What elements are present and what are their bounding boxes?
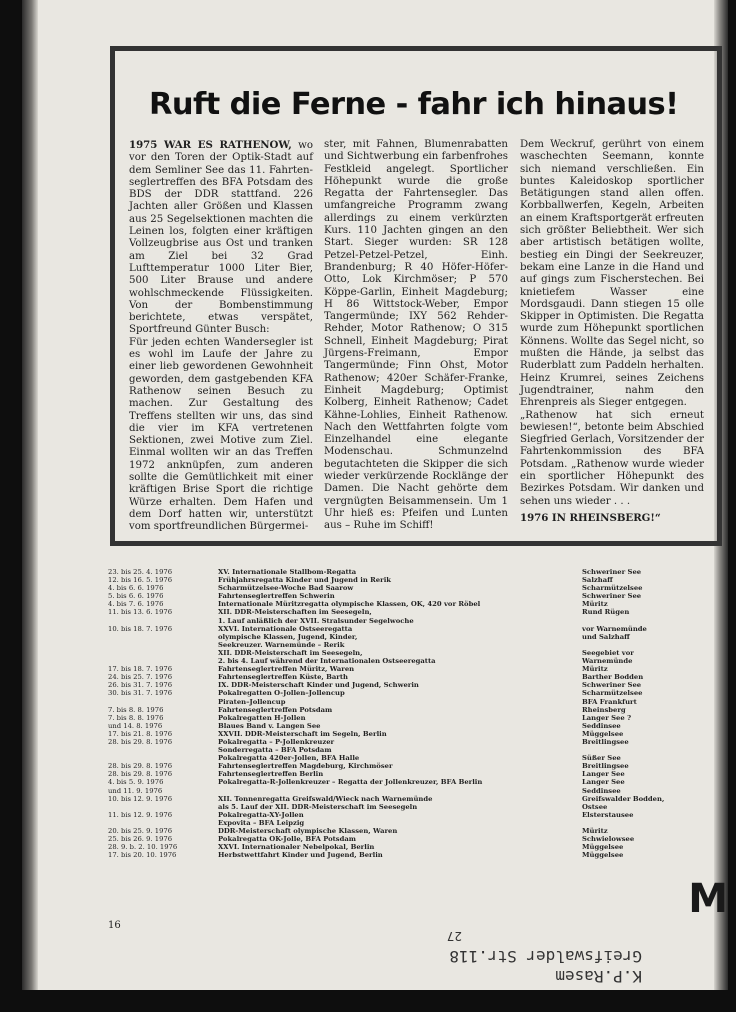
schedule-place: Salzhaff [582,576,613,585]
schedule-event: Pokalregatten O-Jollen–Jollencup Piraten–Jollencup [218,689,345,706]
schedule-row [108,827,728,835]
page-edge-left [22,0,38,990]
schedule-row [108,714,728,722]
schedule-event: Internationale Müritzregatta olympische Klassen, OK, 420 vor Röbel [218,600,481,609]
schedule-place: Müritz [582,827,608,835]
schedule-place: Scharmützelsee BFA Frankfurt [582,689,643,706]
schedule-event: Fahrtenseglertreffen Schwerin [218,592,335,601]
owner-stamp [322,930,642,986]
schedule-place: Schwielowsee [582,835,635,844]
schedule-date: 12. bis 16. 5. 1976 [108,576,173,585]
schedule-date: und 14. 8. 1976 [108,721,163,730]
article-title: Ruft die Ferne - fahr ich hinaus! [149,87,679,122]
schedule-place: Müritz [582,665,608,674]
stamp-number: 27 [446,929,462,943]
magazine-page [22,0,728,990]
schedule-event: XXVII. DDR-Meisterschaft im Segeln, Berlin [218,729,387,738]
schedule-place: Rund Rügen [582,608,630,617]
schedule-date: 11. bis 13. 6. 1976 [108,608,173,617]
schedule-place: Langer See [582,770,625,779]
schedule-date: 30. bis 31. 7. 1976 [108,689,173,698]
article-column-2-text: ster, mit Fahnen, Blumenrabatten und Sichtwerbung ein farbenfrohes Festkleid angelegt. Sportlicher Höhepunkt wurde die große Regatta der Fahrtensegler. Das umfangreiche Programm zwang allerdings zu einem verkürzten Kurs. 110 Jachten gingen an den Start. Sieger wurden: SR 128 Petzel-Petzel-Petzel, Einh. Brandenburg; R 40 Höfer-Höfer-Otto, Lok Kirchmöser; P 570 Köppe-Garlin, Einheit Magdeburg; H 86 Wittstock-Weber, Empor Tangermünde; IXY 562 Rehder-Rehder, Motor Rathenow; O 315 Schnell, Einheit Magdeburg; Pirat Jürgens-Freimann, Empor Tangermünde; Finn Ohst, Motor Rathenow; 420er Schäfer-Franke, Einheit Magdeburg; Optimist Kolberg, Einheit Rathenow; Cadet Kähne-Lohlies, Einheit Rathenow. Nach den Wettfahrten folgte vom Einzelhandel eine elegante Modenschau. Schmunzelnd begutachteten die Skipper die sich wieder verkürzende Rocklänge der Damen. Die Nacht gehörte dem vergnügten Beisammensein. Um 1 Uhr hieß es: Pfeifen und Lunten aus – Ruhe im Schiff! [324,139,509,532]
schedule-event: XII. DDR-Meisterschaften im Seesegeln, 1. Lauf anläßlich der XVII. Stralsunder Segelwoche [218,608,414,625]
schedule-place: Schweriner See [582,592,642,601]
schedule-date: 17. bis 20. 10. 1976 [108,851,177,860]
schedule-place: Langer See ? [582,713,632,722]
schedule-date: 26. bis 31. 7. 1976 [108,681,173,690]
stamp-address: Greifswalder Str.118 [449,947,642,966]
schedule-event: Pokalregatta – P-Jollenkreuzer Sonderregatta – BFA Potsdam [218,737,335,755]
schedule-date: 7. bis 8. 8. 1976 [108,705,164,714]
schedule-date: 4. bis 5. 9. 1976 und 11. 9. 1976 [108,778,164,795]
schedule-event: XII. DDR-Meisterschaft im Seesegeln, 2. bis 4. Lauf während der Internationalen Ostseeregatta [218,648,436,666]
schedule-date: 23. bis 25. 4. 1976 [108,568,173,576]
schedule-event: Fahrtenseglertreffen Potsdam [218,705,333,714]
schedule-event: Frühjahrsregatta Kinder und Jugend in Rerik [218,576,391,585]
article-lead: 1975 WAR ES RATHENOW, [129,139,292,151]
schedule-event: Pokalregatta OK-Jolle, BFA Potsdam [218,835,356,844]
schedule-row [108,778,728,794]
schedule-row [108,730,728,738]
schedule-date: 4. bis 7. 6. 1976 [108,600,164,609]
schedule-row [108,608,728,624]
schedule-event: Pokalregatta-XY-Jollen Expovita – BFA Leipzig [218,810,305,827]
schedule-place: Breitlingsee [582,737,629,746]
schedule-row [108,689,728,705]
schedule-row [108,811,728,827]
schedule-row [108,576,728,584]
schedule-date: 28. bis 29. 8. 1976 [108,770,173,779]
schedule-date: 20. bis 25. 9. 1976 [108,827,173,835]
schedule-row [108,754,728,762]
schedule-date: 24. bis 25. 7. 1976 [108,673,173,682]
schedule-row [108,795,728,811]
article-column-3 [520,139,704,524]
schedule-date: 10. bis 18. 7. 1976 [108,624,173,633]
schedule-event: DDR-Meisterschaft olympische Klassen, Waren [218,827,398,835]
article-closing: 1976 IN RHEINSBERG!“ [520,511,661,524]
article-column-2 [324,139,508,533]
schedule-place: Langer See Seddinsee [582,778,625,795]
schedule-place: Müritz [582,600,608,609]
adjacent-page-letter: M [688,876,728,922]
schedule-place: Elsterstausee [582,810,634,819]
schedule-date: 11. bis 12. 9. 1976 [108,810,173,819]
schedule-event: Pokalregatta 420er-Jollen, BFA Halle [218,754,360,763]
schedule-row [108,722,728,730]
schedule-row [108,673,728,681]
schedule-place: Süßer See [582,754,621,763]
schedule-event: Blaues Band v. Langen See [218,721,321,730]
schedule-place: Schweriner See [582,568,642,576]
page-number: 16 [108,920,121,931]
schedule-date: 28. bis 29. 8. 1976 [108,737,173,746]
schedule-row [108,625,728,649]
stamp-name: K.P.Rasem [555,967,642,986]
schedule-event: Fahrtenseglertreffen Berlin [218,770,324,779]
schedule-event: Fahrtenseglertreffen Magdeburg, Kirchmöser [218,762,393,771]
article-column-1 [129,139,313,534]
schedule-event: XV. Internationale Stallbom-Regatta [218,568,357,576]
schedule-event: IX. DDR-Meisterschaft Kinder und Jugend, Schwerin [218,681,419,690]
schedule-row [108,584,728,592]
schedule-place: Rheinsberg [582,705,626,714]
schedule-row [108,706,728,714]
schedule-row [108,568,728,576]
schedule-place: Scharmützelsee [582,584,643,593]
schedule-event: Pokalregatta-R-Jollenkreuzer – Regatta der Jollenkreuzer, BFA Berlin [218,778,483,787]
schedule-place: Barther Bodden [582,673,644,682]
schedule-date: 7. bis 8. 8. 1976 [108,713,164,722]
schedule-date: 10. bis 12. 9. 1976 [108,794,173,803]
schedule-row [108,592,728,600]
schedule-place: Seegebiet vor Warnemünde [582,648,634,666]
schedule-place: Greifswalder Bodden, Ostsee [582,794,665,811]
schedule-event: Fahrtenseglertreffen Müritz, Waren [218,665,355,674]
article-column-1-text: wo vor den Toren der Optik-Stadt auf dem Semliner See das 11. Fahrten-seglertreffen des BFA Potsdam des BDS der DDR stattfand. 226 Jachten aller Größen und Klassen aus 25 Segelsektionen machten die Leinen los, folgten einer kräftigen Vollzeugbrise aus Ost und tranken am Ziel bei 32 Grad Lufttemperatur 1000 Liter Bier, 500 Liter Brause und andere wohlschmeckende Flüssigkeiten. Von der Bombenstimmung berichtete, etwas verspätet, Sportfreund Günter Busch: Für jeden echten Wandersegler ist es wohl im Laufe der Jahre zu einer lieb gewordenen Gewohnheit geworden, dem gastgebenden KFA Rathenow seinen Besuch zu machen. Zur Gestaltung des Treffens stellten wir uns, das sind die vier im KFA vertretenen Sektionen, zwei Motive zum Ziel. Einmal wollten wir an das Treffen 1972 anknüpfen, zum anderen sollte die Gemütlichkeit mit einer kräftigen Brise Sport die richtige Würze erhalten. Dem Hafen und dem Dorf hatten wir, unterstützt vom sportfreundlichen Bürgermei- [129,140,313,533]
schedule-date: 28. 9. b. 2. 10. 1976 [108,843,178,852]
schedule-event: XII. Tonnenregatta Greifswald/Wieck nach Warnemünde als 5. Lauf der XII. DDR-Meisterschaft im Seesegeln [218,794,433,811]
schedule-event: Fahrtenseglertreffen Küste, Barth [218,673,348,682]
article-column-3-text: Dem Weckruf, gerührt von einem waschechten Seemann, konnte sich niemand verschließen. Ein buntes Kaleidoskop sportlicher Betätigungen stand allen offen. Korbballwerfen, Kegeln, Arbeiten an einem Kraftsportgerät erfreuten sich größter Beliebtheit. Wer sich aber artistisch betätigen wollte, bestieg ein Dingi der Seekreuzer, bekam eine Lanze in die Hand und auf gings zum Fischerstechen. Bei knietiefem Wasser eine Mordsgaudi. Dann stiegen 15 olle Skipper in Optimisten. Die Regatta wurde zum Höhepunkt sportlichen Könnens. Wollte das Segel nicht, so mußten die Hände, ja selbst das Ruderblatt zum Paddeln herhalten. Heinz Krumrei, seines Zeichens Jugendtrainer, nahm den Ehrenpreis als Sieger entgegen. „Rathenow hat sich erneut bewiesen!“, betonte beim Abschied Siegfried Gerlach, Vorsitzender der Fahrtenkommission des BFA Potsdam. „Rathenow wurde wieder ein sportlicher Höhepunkt des Bezirkes Potsdam. Wir danken und sehen uns wieder . . . [520,139,704,507]
schedule-date: 17. bis 18. 7. 1976 [108,665,173,674]
schedule-row [108,681,728,689]
schedule-place: vor Warnemünde und Salzhaff [582,624,647,641]
schedule-event: Scharmützelsee-Woche Bad Saarow [218,584,354,593]
article-box [110,46,722,546]
schedule-row [108,851,728,859]
schedule-place: Seddinsee [582,721,621,730]
schedule-place: Müggelsee [582,729,624,738]
schedule-date: 28. bis 29. 8. 1976 [108,762,173,771]
schedule-row [108,762,728,770]
regatta-schedule [108,568,728,859]
schedule-place: Müggelsee [582,851,624,860]
schedule-event: Herbstwettfahrt Kinder und Jugend, Berlin [218,851,383,860]
schedule-row [108,738,728,754]
schedule-row [108,835,728,843]
schedule-date: 4. bis 6. 6. 1976 [108,584,164,593]
schedule-event: XXVI. Internationale Ostseeregatta olympische Klassen, Jugend, Kinder, Seekreuzer. Warnemünde – Rerik [218,624,358,649]
schedule-event: Pokalregatten H-Jollen [218,713,306,722]
schedule-place: Müggelsee [582,843,624,852]
schedule-row [108,843,728,851]
schedule-date: 17. bis 21. 8. 1976 [108,729,173,738]
schedule-date: 25. bis 26. 9. 1976 [108,835,173,844]
schedule-date: 5. bis 6. 6. 1976 [108,592,164,601]
schedule-row [108,600,728,608]
schedule-event: XXVI. Internationaler Nebelpokal, Berlin [218,843,375,852]
schedule-row [108,665,728,673]
schedule-place: Breitlingsee [582,762,629,771]
schedule-place: Schweriner See [582,681,642,690]
schedule-row [108,649,728,665]
schedule-row [108,770,728,778]
